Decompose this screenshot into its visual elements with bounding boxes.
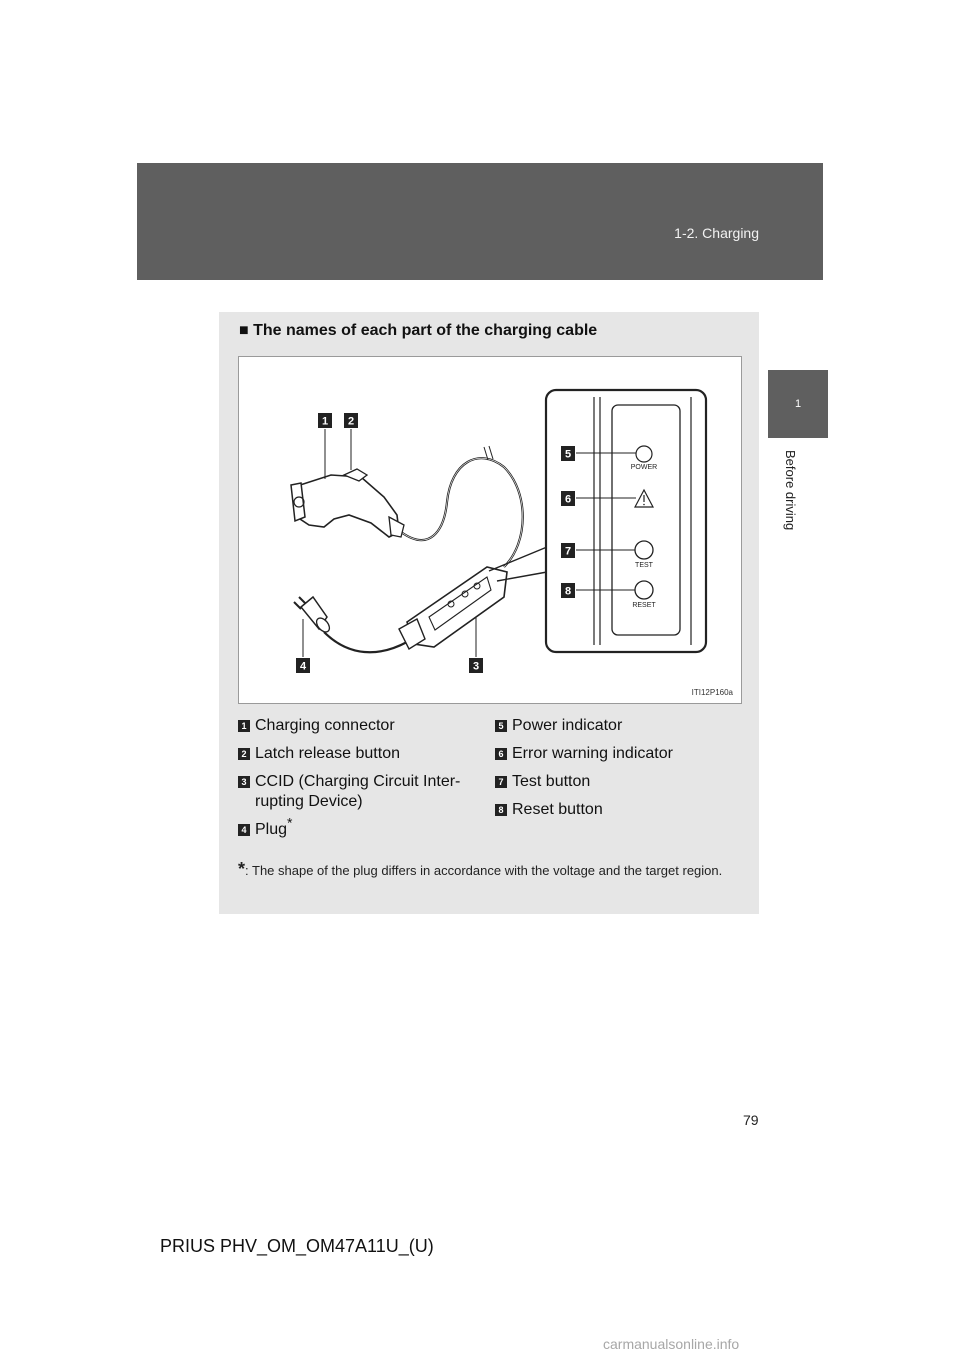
svg-text:5: 5 (564, 448, 572, 461)
legend-right (495, 716, 745, 828)
ccid-detail-panel (546, 390, 706, 652)
callout-1 (318, 413, 332, 428)
header-bar (137, 163, 823, 280)
legend-item (238, 814, 488, 840)
legend-label: Latch release button (255, 745, 400, 762)
power-label: POWER (630, 464, 658, 471)
callout-6 (561, 491, 575, 506)
legend-number: 3 (238, 776, 250, 788)
legend-item (495, 800, 745, 820)
info-panel (219, 312, 759, 914)
legend-number: 2 (238, 748, 250, 760)
legend-left (238, 716, 488, 848)
plug-shape (294, 597, 332, 634)
svg-text:6: 6 (564, 493, 572, 506)
figure-code: ITI12P160a (691, 688, 733, 697)
cable-upper (401, 458, 523, 567)
legend-label: Plug (255, 821, 288, 838)
charging-cable-figure (238, 356, 742, 704)
cable-break-mark-2 (489, 446, 493, 459)
svg-text:7: 7 (564, 545, 572, 558)
cable-lower (324, 632, 407, 652)
svg-text:4: 4 (299, 660, 307, 673)
section-title: 1-2. Charging (674, 225, 759, 241)
legend-item (238, 744, 488, 764)
footnote-mark: * (238, 859, 246, 879)
watermark: carmanualsonline.info (603, 1336, 740, 1352)
document-id: PRIUS PHV_OM_OM47A11U_(U) (160, 1236, 434, 1256)
legend-label: Error warning indicator (512, 745, 673, 762)
chapter-label: Before driving (783, 450, 798, 531)
legend-item (495, 744, 745, 764)
footnote-text: : The shape of the plug differs in accordance with the voltage and the target region. (245, 863, 723, 878)
legend-number: 4 (238, 824, 250, 836)
svg-text:3: 3 (472, 660, 480, 673)
svg-text:8: 8 (564, 585, 572, 598)
panel-heading: ■ The names of each part of the charging cable (239, 322, 598, 339)
callout-5 (561, 446, 575, 461)
legend-item (238, 716, 488, 736)
legend-number: 1 (238, 720, 250, 732)
footnote-marker: * (287, 814, 293, 831)
legend-label: Charging connector (255, 717, 395, 734)
legend-item (238, 772, 470, 812)
callout-4 (296, 658, 310, 673)
legend-label: Power indicator (512, 717, 623, 734)
cable-upper-highlight (401, 458, 523, 567)
callout-7 (561, 543, 575, 558)
test-label: TEST (635, 562, 653, 569)
svg-text:2: 2 (347, 415, 355, 428)
reset-label: RESET (632, 602, 656, 609)
svg-text:1: 1 (321, 415, 329, 428)
legend-item (495, 716, 745, 736)
legend-number: 5 (495, 720, 507, 732)
charging-connector-shape (291, 469, 404, 537)
chapter-tab: 1 (768, 370, 828, 438)
legend-number: 8 (495, 804, 507, 816)
legend-label: CCID (Charging Circuit Inter-rupting Device) (255, 773, 461, 810)
legend-label: Reset button (512, 801, 603, 818)
callout-2 (344, 413, 358, 428)
legend-number: 6 (495, 748, 507, 760)
legend-item (495, 772, 745, 792)
ccid-shape (399, 567, 507, 649)
callout-3 (469, 658, 483, 673)
charging-cable-illustration (239, 357, 741, 703)
zoom-line-top (489, 547, 547, 571)
legend-number: 7 (495, 776, 507, 788)
legend-label: Test button (512, 773, 591, 790)
callout-8 (561, 583, 575, 598)
page-number: 79 (743, 1112, 759, 1128)
footnote (238, 860, 740, 880)
